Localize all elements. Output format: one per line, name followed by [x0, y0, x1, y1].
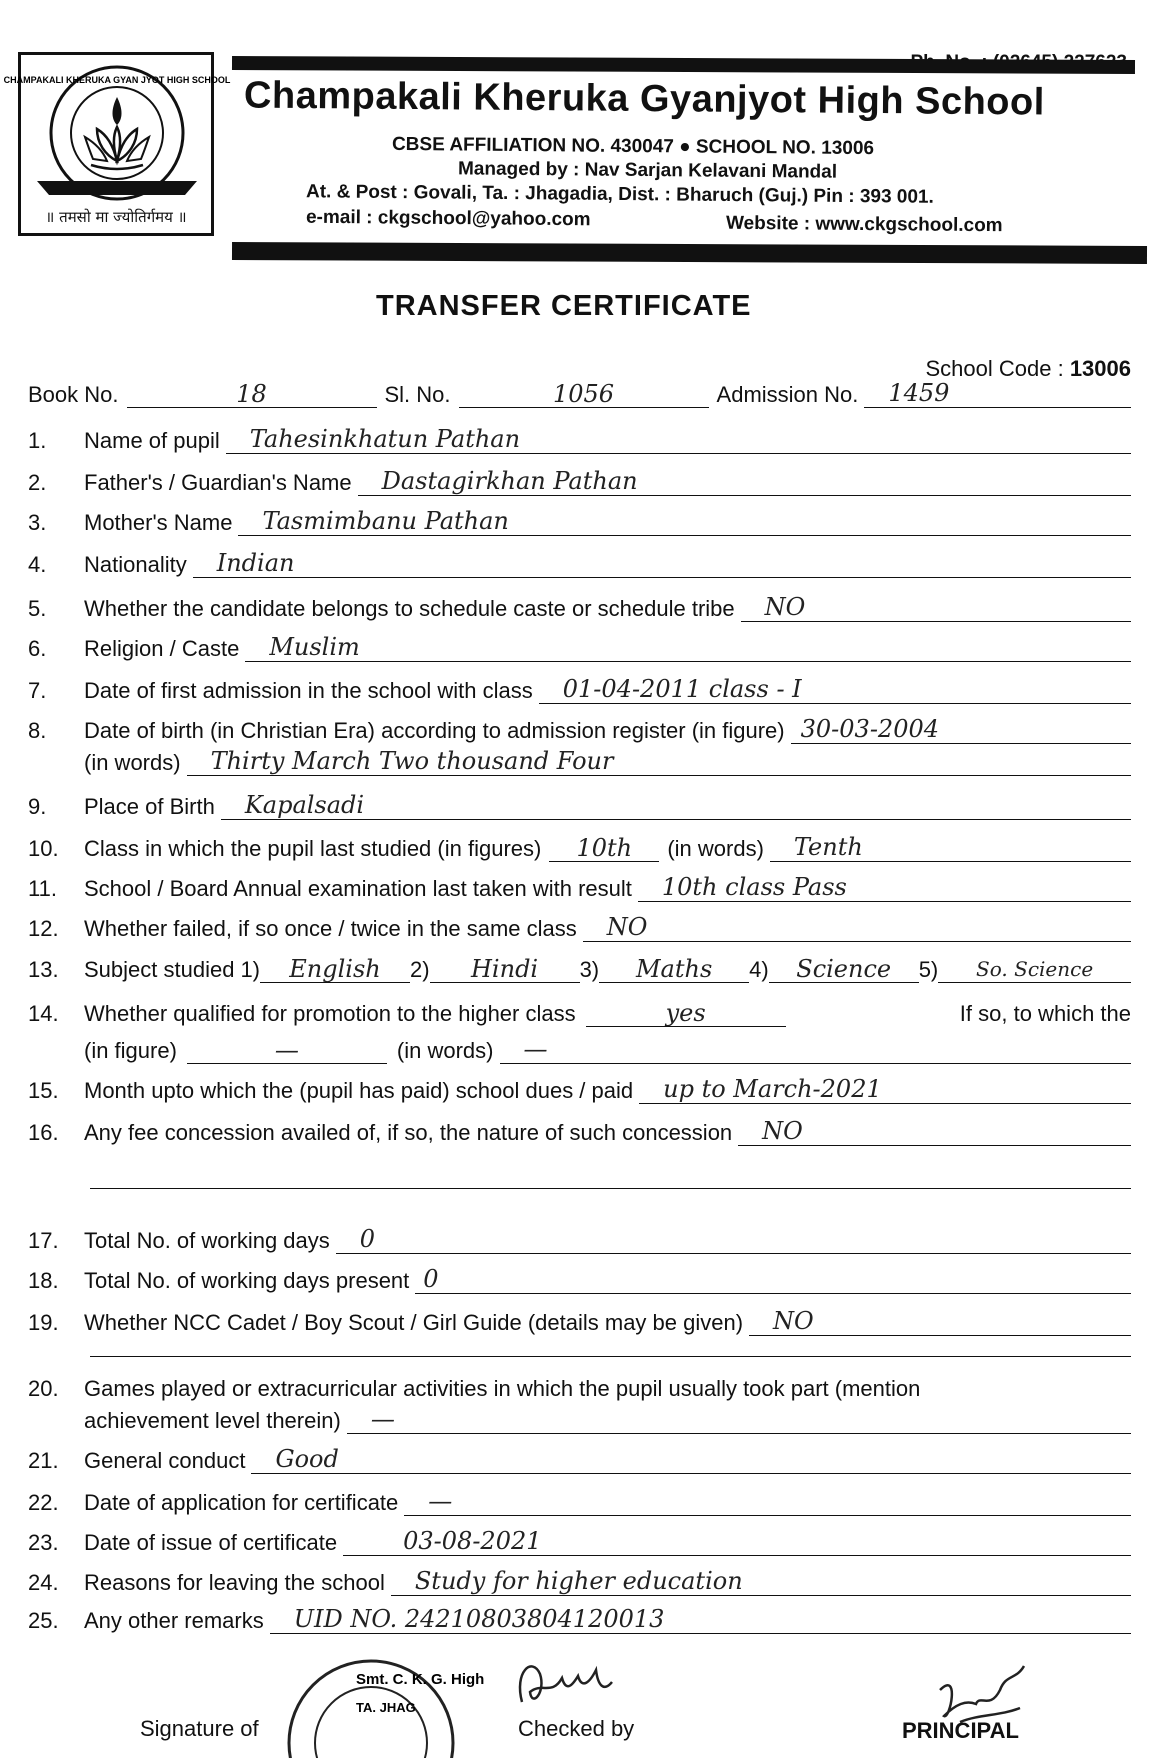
school-code-label: School Code :	[925, 356, 1064, 381]
managed-by-line: Managed by : Nav Sarjan Kelavani Mandal	[457, 158, 838, 183]
activities-value: —	[347, 1406, 1131, 1434]
field-label: Whether qualified for promotion to the higher class	[84, 1001, 576, 1026]
field-number: 6.	[28, 636, 47, 661]
field-row-21	[28, 1446, 1131, 1474]
field-number: 24.	[28, 1570, 59, 1595]
book-sl-admission-row	[28, 380, 1131, 408]
first-admission-value: 01-04-2011 class - I	[539, 676, 1131, 704]
field-row-23	[28, 1528, 1131, 1556]
failed-value: NO	[583, 914, 1131, 942]
field-row-14	[28, 1000, 1131, 1027]
nationality-value: Indian	[193, 550, 1131, 578]
father-name-value: Dastagirkhan Pathan	[358, 468, 1131, 496]
book-no-value: 18	[127, 381, 377, 408]
field-label: Subject studied	[84, 957, 235, 982]
subject-3-value: Maths	[599, 956, 749, 983]
field-number: 3.	[28, 510, 47, 535]
checked-by-label: Checked by	[518, 1716, 635, 1741]
school-seal-stamp	[286, 1648, 485, 1758]
field-label-2: (in words)	[396, 1038, 494, 1063]
blank-line	[90, 1188, 1131, 1189]
field-number: 25.	[28, 1608, 59, 1633]
field-row-4	[28, 550, 1131, 578]
field-label: Any fee concession availed of, if so, the nature of such concession	[84, 1120, 733, 1145]
logo-motto: ॥ तमसो मा ज्योतिर्गमय ॥	[45, 208, 187, 226]
field-label: Father's / Guardian's Name	[84, 470, 352, 495]
field-number: 2.	[28, 470, 47, 495]
field-row-2	[28, 468, 1131, 496]
field-row-11	[28, 874, 1131, 902]
days-present-value: 0	[415, 1266, 1131, 1294]
email-line: e-mail : ckgschool@yahoo.com	[305, 206, 591, 231]
field-number: 10.	[28, 836, 59, 861]
field-row-20-cont	[28, 1406, 1131, 1434]
field-label: General conduct	[84, 1448, 246, 1473]
field-label: Whether NCC Cadet / Boy Scout / Girl Guide (details may be given)	[84, 1310, 744, 1335]
header-band-top	[232, 56, 1135, 74]
field-number: 4.	[28, 552, 47, 577]
field-number: 18.	[28, 1268, 59, 1293]
field-row-20	[28, 1376, 1131, 1402]
field-label: Total No. of working days	[84, 1228, 330, 1253]
promotion-figure-value: —	[187, 1037, 387, 1064]
dob-words-value: Thirty March Two thousand Four	[187, 748, 1131, 776]
field-label: Any other remarks	[84, 1608, 264, 1633]
issue-date-value: 03-08-2021	[343, 1528, 1131, 1556]
field-label: Mother's Name	[84, 510, 233, 535]
field-label: School / Board Annual examination last taken with result	[84, 876, 632, 901]
school-logo	[3, 52, 231, 236]
subject-2-value: Hindi	[430, 956, 580, 983]
field-number: 17.	[28, 1228, 59, 1253]
promotion-words-value: —	[500, 1036, 1132, 1064]
fee-concession-value: NO	[738, 1118, 1131, 1146]
field-number: 15.	[28, 1078, 59, 1103]
subject-1-value: English	[260, 956, 410, 983]
field-row-24	[28, 1568, 1131, 1596]
mother-name-value: Tasmimbanu Pathan	[238, 508, 1131, 536]
exam-result-value: 10th class Pass	[638, 874, 1131, 902]
subject-marker: 2)	[410, 957, 430, 982]
field-number: 21.	[28, 1448, 59, 1473]
field-number: 23.	[28, 1530, 59, 1555]
address-line: At. & Post : Govali, Ta. : Jhagadia, Dist. : Bharuch (Guj.) Pin : 393 001.	[305, 181, 934, 208]
field-number: 16.	[28, 1120, 59, 1145]
field-label: Name of pupil	[84, 428, 220, 453]
seal-inner-text: TA. JHAG	[356, 1700, 416, 1715]
field-row-6	[28, 634, 1131, 662]
place-of-birth-value: Kapalsadi	[221, 792, 1131, 820]
field-label: Class in which the pupil last studied (in figures)	[84, 836, 542, 861]
field-label: Date of application for certificate	[84, 1490, 399, 1515]
field-row-22	[28, 1488, 1131, 1516]
field-number: 1.	[28, 428, 47, 453]
class-figures-value: 10th	[549, 835, 659, 862]
field-label: Date of birth (in Christian Era) according to admission register (in figure)	[84, 718, 785, 743]
field-label-2: (in words)	[667, 836, 764, 861]
field-row-8	[28, 716, 1131, 744]
subject-marker: 3)	[579, 957, 600, 982]
field-row-14-detail	[28, 1036, 1131, 1064]
logo-ring-text: CHAMPAKALI KHERUKA GYAN JYOT HIGH SCHOOL	[3, 75, 231, 85]
field-label: Games played or extracurricular activities in which the pupil usually took part (mention	[84, 1376, 921, 1401]
other-remarks-value: UID NO. 24210803804120013	[270, 1606, 1131, 1634]
field-row-25	[28, 1606, 1131, 1634]
field-row-18	[28, 1266, 1131, 1294]
field-number: 20.	[28, 1376, 59, 1401]
pupil-name-value: Tahesinkhatun Pathan	[226, 426, 1131, 454]
field-row-7	[28, 676, 1131, 704]
working-days-value: 0	[336, 1226, 1131, 1254]
field-label-2: If so, to which the	[959, 1001, 1131, 1026]
dues-paid-value: up to March-2021	[639, 1076, 1131, 1104]
affiliation-line: CBSE AFFILIATION NO. 430047 ● SCHOOL NO. 13006	[391, 133, 875, 160]
field-label: Whether failed, if so once / twice in the same class	[84, 916, 577, 941]
field-row-12	[28, 914, 1131, 942]
field-row-16	[28, 1118, 1131, 1146]
school-code	[925, 356, 1131, 382]
dob-figure-value: 30-03-2004	[791, 716, 1131, 744]
certificate-title: TRANSFER CERTIFICATE	[376, 290, 752, 322]
book-no-label: Book No.	[28, 382, 119, 407]
field-label: (in words)	[84, 750, 181, 775]
field-number: 12.	[28, 916, 59, 941]
leaving-reason-value: Study for higher education	[391, 1568, 1131, 1596]
field-number: 8.	[28, 718, 47, 743]
field-label: (in figure)	[84, 1038, 177, 1063]
field-row-5	[28, 594, 1131, 622]
subject-marker: 1)	[240, 957, 260, 982]
field-row-3	[28, 508, 1131, 536]
signature-of-label: Signature of	[140, 1716, 259, 1741]
field-label: Date of issue of certificate	[84, 1530, 338, 1555]
subject-4-value: Science	[769, 956, 919, 983]
field-row-13	[28, 956, 1131, 983]
blank-line	[90, 1356, 1131, 1357]
field-number: 9.	[28, 794, 47, 819]
field-label: Religion / Caste	[84, 636, 240, 661]
field-number: 14.	[28, 1001, 59, 1026]
header-band-bottom	[232, 242, 1147, 264]
field-label: Whether the candidate belongs to schedule caste or schedule tribe	[84, 596, 735, 621]
field-row-15	[28, 1076, 1131, 1104]
field-number: 7.	[28, 678, 47, 703]
field-label-2: achievement level therein)	[84, 1408, 341, 1433]
field-row-9	[28, 792, 1131, 820]
field-label: Date of first admission in the school with class	[84, 678, 533, 703]
class-words-value: Tenth	[770, 834, 1131, 862]
subject-marker: 4)	[749, 957, 769, 982]
lotus-emblem-icon	[3, 63, 231, 213]
field-number: 19.	[28, 1310, 59, 1335]
field-row-19	[28, 1308, 1131, 1336]
admission-no-value: 1459	[864, 380, 1131, 408]
field-label: Month upto which the (pupil has paid) school dues / paid	[84, 1078, 634, 1103]
field-number: 22.	[28, 1490, 59, 1515]
subject-marker: 5)	[918, 957, 939, 982]
promotion-value: yes	[586, 1000, 786, 1027]
seal-text: Smt. C. K. G. High	[356, 1671, 485, 1688]
sl-no-value: 1056	[459, 381, 709, 408]
checker-signature	[512, 1652, 622, 1722]
field-number: 5.	[28, 596, 47, 621]
school-code-value: 13006	[1069, 356, 1131, 381]
field-row-8-words	[28, 748, 1131, 776]
field-label: Place of Birth	[84, 794, 215, 819]
field-row-1	[28, 426, 1131, 454]
sc-st-value: NO	[741, 594, 1131, 622]
field-number: 11.	[28, 876, 57, 901]
field-row-17	[28, 1226, 1131, 1254]
general-conduct-value: Good	[251, 1446, 1131, 1474]
field-label: Nationality	[84, 552, 187, 577]
subject-5-value: So. Science	[938, 956, 1131, 983]
field-number: 13.	[28, 957, 59, 982]
sl-no-label: Sl. No.	[384, 382, 451, 407]
admission-no-label: Admission No.	[716, 382, 859, 407]
application-date-value: —	[404, 1488, 1131, 1516]
field-label: Reasons for leaving the school	[84, 1570, 385, 1595]
school-name: Champakali Kheruka Gyanjyot High School	[243, 74, 1045, 124]
website-line: Website : www.ckgschool.com	[725, 212, 1003, 237]
field-row-10	[28, 834, 1131, 862]
field-label: Total No. of working days present	[84, 1268, 410, 1293]
religion-value: Muslim	[245, 634, 1131, 662]
principal-label: PRINCIPAL	[902, 1718, 1019, 1743]
ncc-scout-value: NO	[749, 1308, 1131, 1336]
